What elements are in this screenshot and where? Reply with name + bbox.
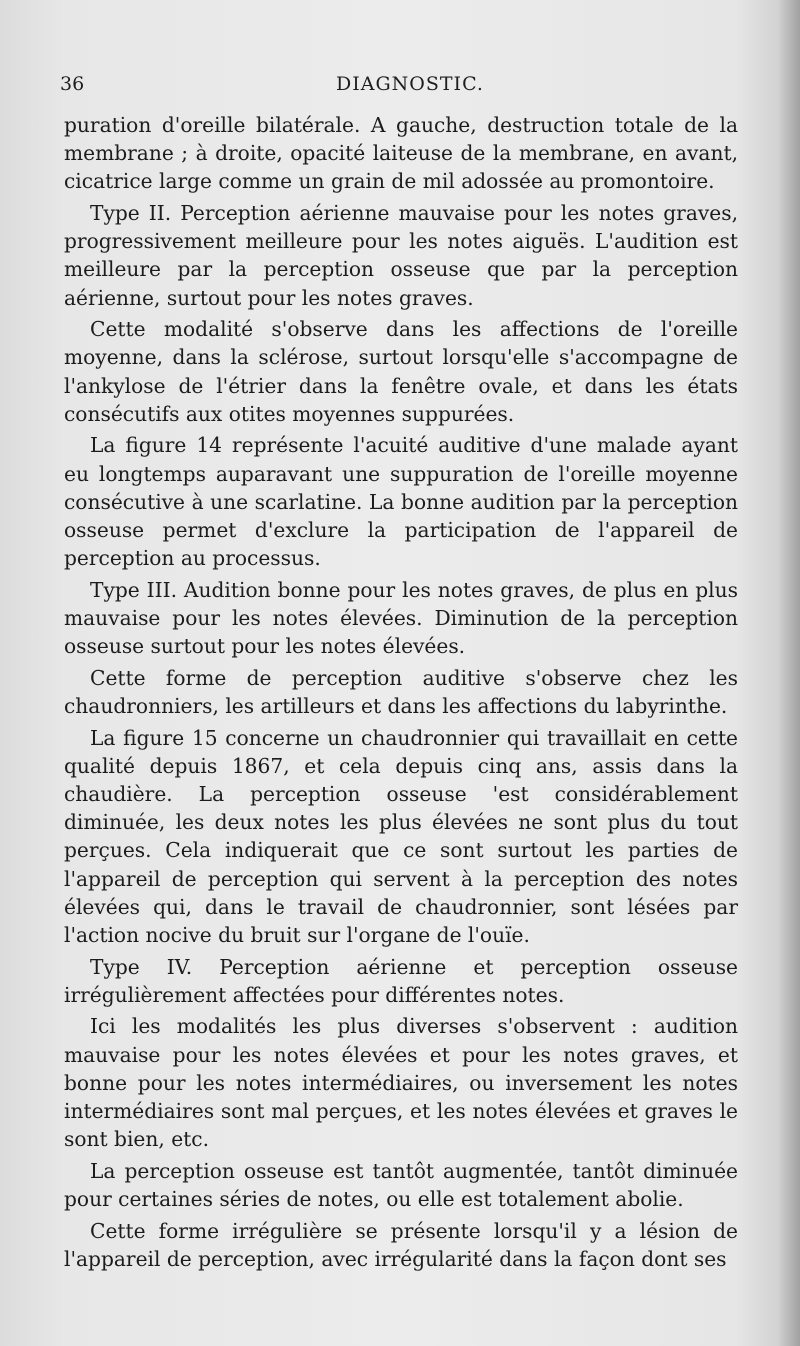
paragraph: Cette modalité s'observe dans les affections de l'oreille moyenne, dans la sclérose, surtout lorsqu'elle s'accompagne de l'ankylose de l'étrier dans la fenêtre ovale, et dans les états consécutifs aux otites moyennes suppurées.: [64, 317, 738, 426]
paragraph: La perception osseuse est tantôt augmentée, tantôt diminuée pour certaines séries de notes, ou elle est totalement abolie.: [64, 1158, 738, 1212]
paragraph-type-3: Type III. Audition bonne pour les notes graves, de plus en plus mauvaise pour les notes élevées. Diminution de la perception osseuse surtout pour les notes élevées.: [64, 577, 738, 659]
paragraph-continuation: puration d'oreille bilatérale. A gauche, destruction totale de la membrane ; à droite, opacité laiteuse de la membrane, en avant, cicatrice large comme un grain de mil adossée au promontoire.: [64, 113, 738, 194]
paragraph: Ici les modalités les plus diverses s'observent : audition mauvaise pour les notes élevées et pour les notes graves, et bonne pour les notes intermédiaires, ou inversement les notes intermédiaires sont mal perçues, et les notes élevées et graves le sont bien, etc.: [64, 1014, 738, 1152]
paragraph: Cette forme de perception auditive s'observe chez les chaudronniers, les artilleurs et dans les affections du labyrinthe.: [64, 665, 738, 719]
page-number: 36: [60, 73, 85, 95]
paragraph-figure-14: La figure 14 représente l'acuité auditive d'une malade ayant eu longtemps auparavant une suppuration de l'oreille moyenne consécutive à une scarlatine. La bonne audition par la perception osseuse permet d'exclure la participation de l'appareil de perception au processus.: [64, 433, 738, 571]
page-header: [60, 73, 740, 103]
paragraph-last: Cette forme irrégulière se présente lorsqu'il y a lésion de l'appareil de perception, avec irrégularité dans la façon dont ses: [64, 1218, 738, 1271]
paragraph-figure-15: La figure 15 concerne un chaudronnier qui travaillait en cette qualité depuis 1867, et cela depuis cinq ans, assis dans la chaudière. La perception osseuse 'est considérablement diminuée, les deux notes les plus élevées ne sont plus du tout perçues. Cela indiquerait que ce sont surtout les parties de l'appareil de perception qui servent à la perception des notes élevées qui, dans le travail de chaudronnier, sont lésées par l'action nocive du bruit sur l'organe de l'ouïe.: [64, 725, 738, 948]
paragraph-type-2: Type II. Perception aérienne mauvaise pour les notes graves, progressivement meilleure pour les notes aiguës. L'audition est meilleure par la perception osseuse que par la perception aérienne, surtout pour les notes graves.: [64, 201, 738, 310]
running-title: DIAGNOSTIC.: [336, 73, 484, 95]
body-text: [64, 111, 738, 1276]
paragraph-type-4: Type IV. Perception aérienne et perception osseuse irrégulièrement affectées pour différentes notes.: [64, 954, 738, 1007]
